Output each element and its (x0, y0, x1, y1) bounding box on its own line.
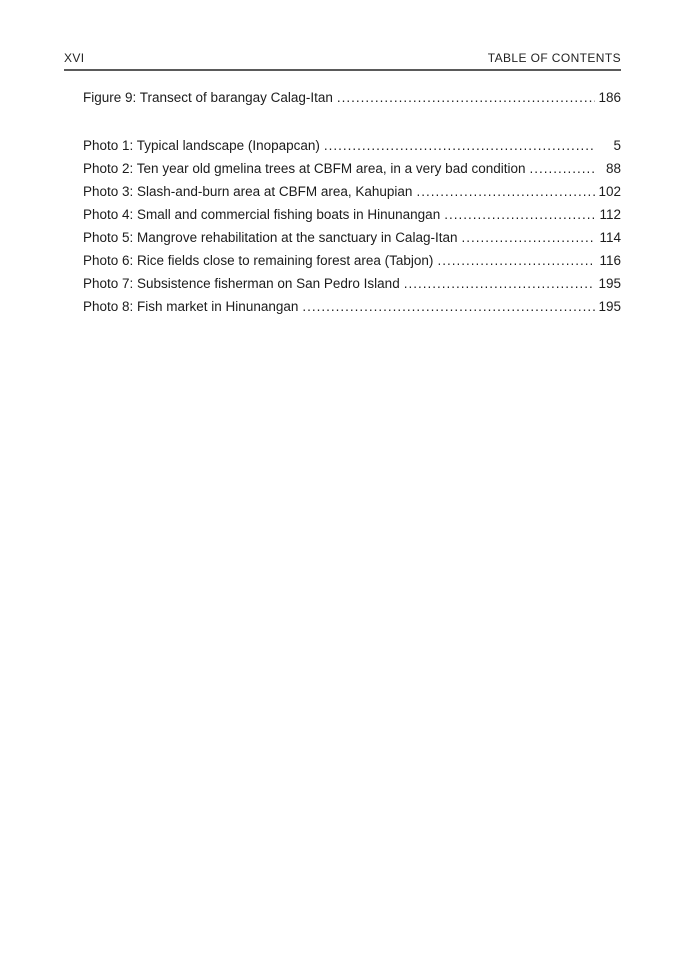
toc-entry-label: Photo 6: Rice fields close to remaining forest area (Tabjon) (83, 253, 434, 268)
toc-entry-page: 112 (599, 207, 621, 222)
toc-entry-leader (444, 203, 595, 226)
toc-entry-page: 102 (598, 184, 621, 199)
toc-entry-leader (324, 134, 595, 157)
toc-section-photos (83, 134, 621, 318)
page-header (64, 0, 621, 65)
toc-list (64, 86, 621, 318)
toc-entry-page: 186 (598, 90, 621, 105)
toc-entry-label: Photo 2: Ten year old gmelina trees at CBFM area, in a very bad condition (83, 161, 526, 176)
toc-entry-leader (461, 226, 595, 249)
toc-entry-leader (337, 86, 595, 109)
toc-entry (83, 272, 621, 295)
toc-entry-label: Photo 1: Typical landscape (Inopapcan) (83, 138, 320, 153)
toc-entry (83, 203, 621, 226)
toc-entry (83, 226, 621, 249)
toc-entry-leader (437, 249, 595, 272)
toc-entry-page: 116 (599, 253, 621, 268)
page-content (64, 0, 621, 318)
toc-entry (83, 180, 621, 203)
toc-entry-page: 5 (613, 138, 621, 153)
toc-entry-leader (416, 180, 595, 203)
toc-entry-leader (302, 295, 595, 318)
page-number: XVI (64, 51, 85, 65)
toc-entry (83, 157, 621, 180)
toc-entry-label: Photo 3: Slash-and-burn area at CBFM area, Kahupian (83, 184, 413, 199)
toc-entry-page: 195 (598, 299, 621, 314)
toc-entry (83, 295, 621, 318)
toc-entry-page: 88 (605, 161, 621, 176)
toc-entry-label: Figure 9: Transect of barangay Calag-Itan (83, 90, 333, 105)
toc-entry-page: 195 (598, 276, 621, 291)
toc-entry-label: Photo 5: Mangrove rehabilitation at the sanctuary in Calag-Itan (83, 230, 458, 245)
toc-section-figures (83, 86, 621, 109)
running-title: TABLE OF CONTENTS (487, 51, 621, 65)
toc-entry-label: Photo 7: Subsistence fisherman on San Pedro Island (83, 276, 400, 291)
toc-entry (83, 134, 621, 157)
toc-entry-label: Photo 4: Small and commercial fishing boats in Hinunangan (83, 207, 441, 222)
toc-entry-leader (404, 272, 595, 295)
toc-entry-label: Photo 8: Fish market in Hinunangan (83, 299, 299, 314)
toc-entry-page: 114 (599, 230, 621, 245)
toc-entry-leader (530, 157, 596, 180)
toc-entry (83, 249, 621, 272)
header-rule (64, 69, 621, 71)
toc-entry (83, 86, 621, 109)
